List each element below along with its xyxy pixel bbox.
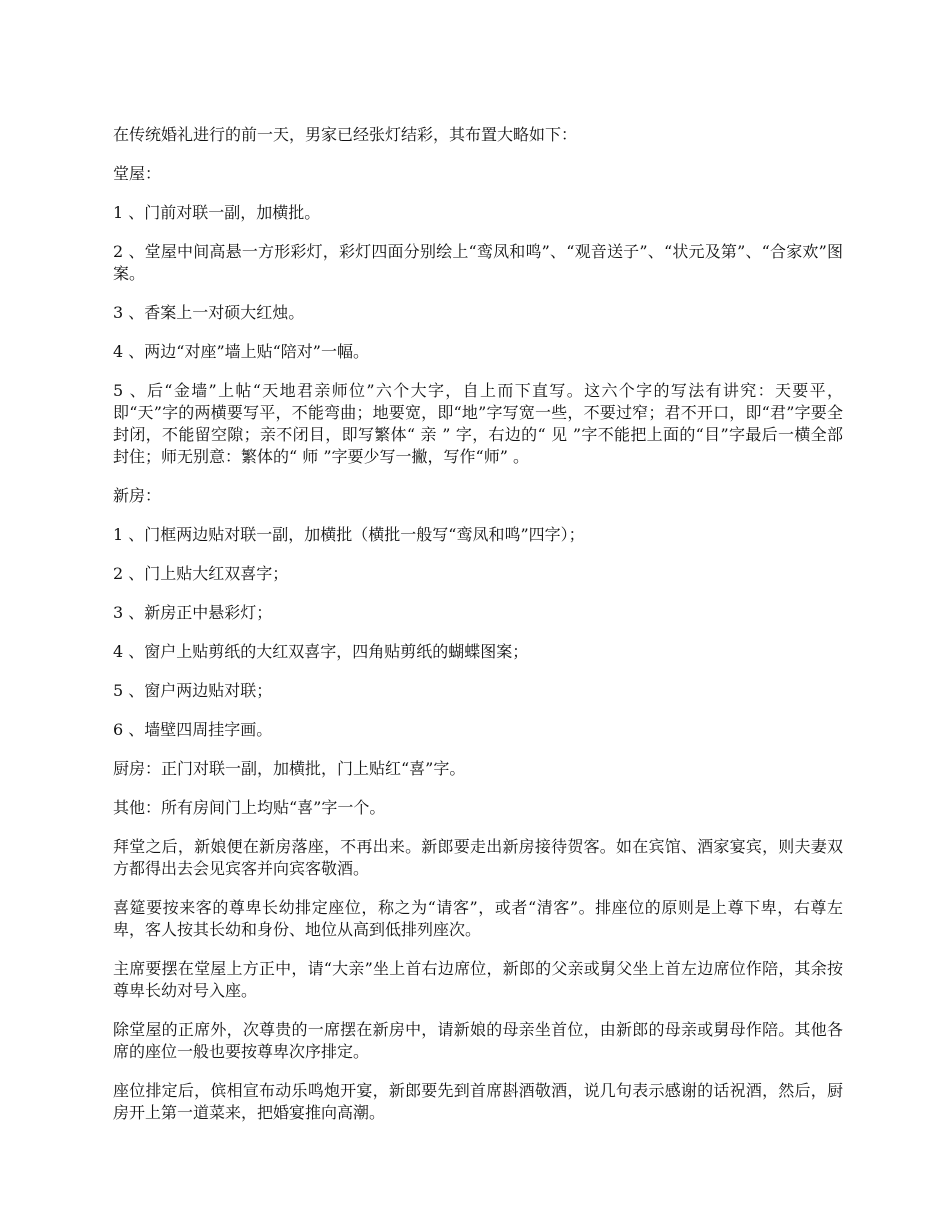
list-item: 6 、墙壁四周挂字画。 bbox=[113, 720, 273, 739]
list-item: 1 、门前对联一副，加横批。 bbox=[113, 203, 321, 222]
list-item: 5 、窗户两边贴对联； bbox=[113, 681, 273, 700]
list-item: 3 、新房正中悬彩灯； bbox=[113, 603, 273, 622]
other-rooms-paragraph: 其他：所有房间门上均贴“喜”字一个。 bbox=[113, 798, 386, 817]
kitchen-paragraph: 厨房：正门对联一副，加横批，门上贴红“喜”字。 bbox=[113, 759, 466, 778]
list-item: 2 、门上贴大红双喜字； bbox=[113, 564, 289, 583]
body-paragraph: 主席要摆在堂屋上方正中，请“大亲”坐上首右边席位，新郎的父亲或舅父坐上首左边席位作陪，其余按尊卑长幼对号入座。 bbox=[113, 959, 843, 1000]
list-item: 3 、香案上一对硕大红烛。 bbox=[113, 303, 305, 322]
body-paragraph: 座位排定后，傧相宣布动乐鸣炮开宴，新郎要先到首席斟酒敬酒，说几句表示感谢的话祝酒，然后，厨房开上第一道菜来，把婚宴推向高潮。 bbox=[113, 1081, 843, 1122]
list-item: 1 、门框两边贴对联一副，加横批（横批一般写“鸾凤和鸣”四字）； bbox=[113, 525, 585, 544]
section-heading-bridal-room: 新房： bbox=[113, 486, 162, 505]
body-paragraph: 喜筵要按来客的尊卑长幼排定座位，称之为“请客”，或者“清客”。排座位的原则是上尊下卑，右尊左卑，客人按其长幼和身份、地位从高到低排列座次。 bbox=[113, 898, 843, 939]
section-heading-hall: 堂屋： bbox=[113, 164, 162, 183]
list-item: 2 、堂屋中间高悬一方形彩灯，彩灯四面分别绘上“鸾凤和鸣”、“观音送子”、“状元及第”、“合家欢”图案。 bbox=[113, 242, 843, 283]
body-paragraph: 除堂屋的正席外，次尊贵的一席摆在新房中，请新娘的母亲坐首位，由新郎的母亲或舅母作陪。其他各席的座位一般也要按尊卑次序排定。 bbox=[113, 1020, 843, 1061]
intro-paragraph: 在传统婚礼进行的前一天，男家已经张灯结彩，其布置大略如下： bbox=[113, 125, 578, 144]
body-paragraph: 拜堂之后，新娘便在新房落座，不再出来。新郎要走出新房接待贺客。如在宾馆、酒家宴宾，则夫妻双方都得出去会见宾客并向宾客敬酒。 bbox=[113, 837, 843, 878]
list-item: 5 、后“金墙”上帖“天地君亲师位”六个大字，自上而下直写。这六个字的写法有讲究：天要平，即“天”字的两横要写平，不能弯曲；地要宽，即“地”字写宽一些，不要过窄；君不开口，即“君”字要全封闭，不能留空隙；亲不闭目，即写繁体“ 亲 ” 字，右边的“ 见 ”字不能把上面的“目”字最后一横全部封住；师无别意：繁体的“ 师 ”字要少写一撇，写作“师” 。 bbox=[113, 381, 843, 466]
list-item: 4 、两边“对座”墙上贴“陪对”一幅。 bbox=[113, 342, 369, 361]
list-item: 4 、窗户上贴剪纸的大红双喜字，四角贴剪纸的蝴蝶图案； bbox=[113, 642, 529, 661]
document-body bbox=[113, 124, 843, 1141]
